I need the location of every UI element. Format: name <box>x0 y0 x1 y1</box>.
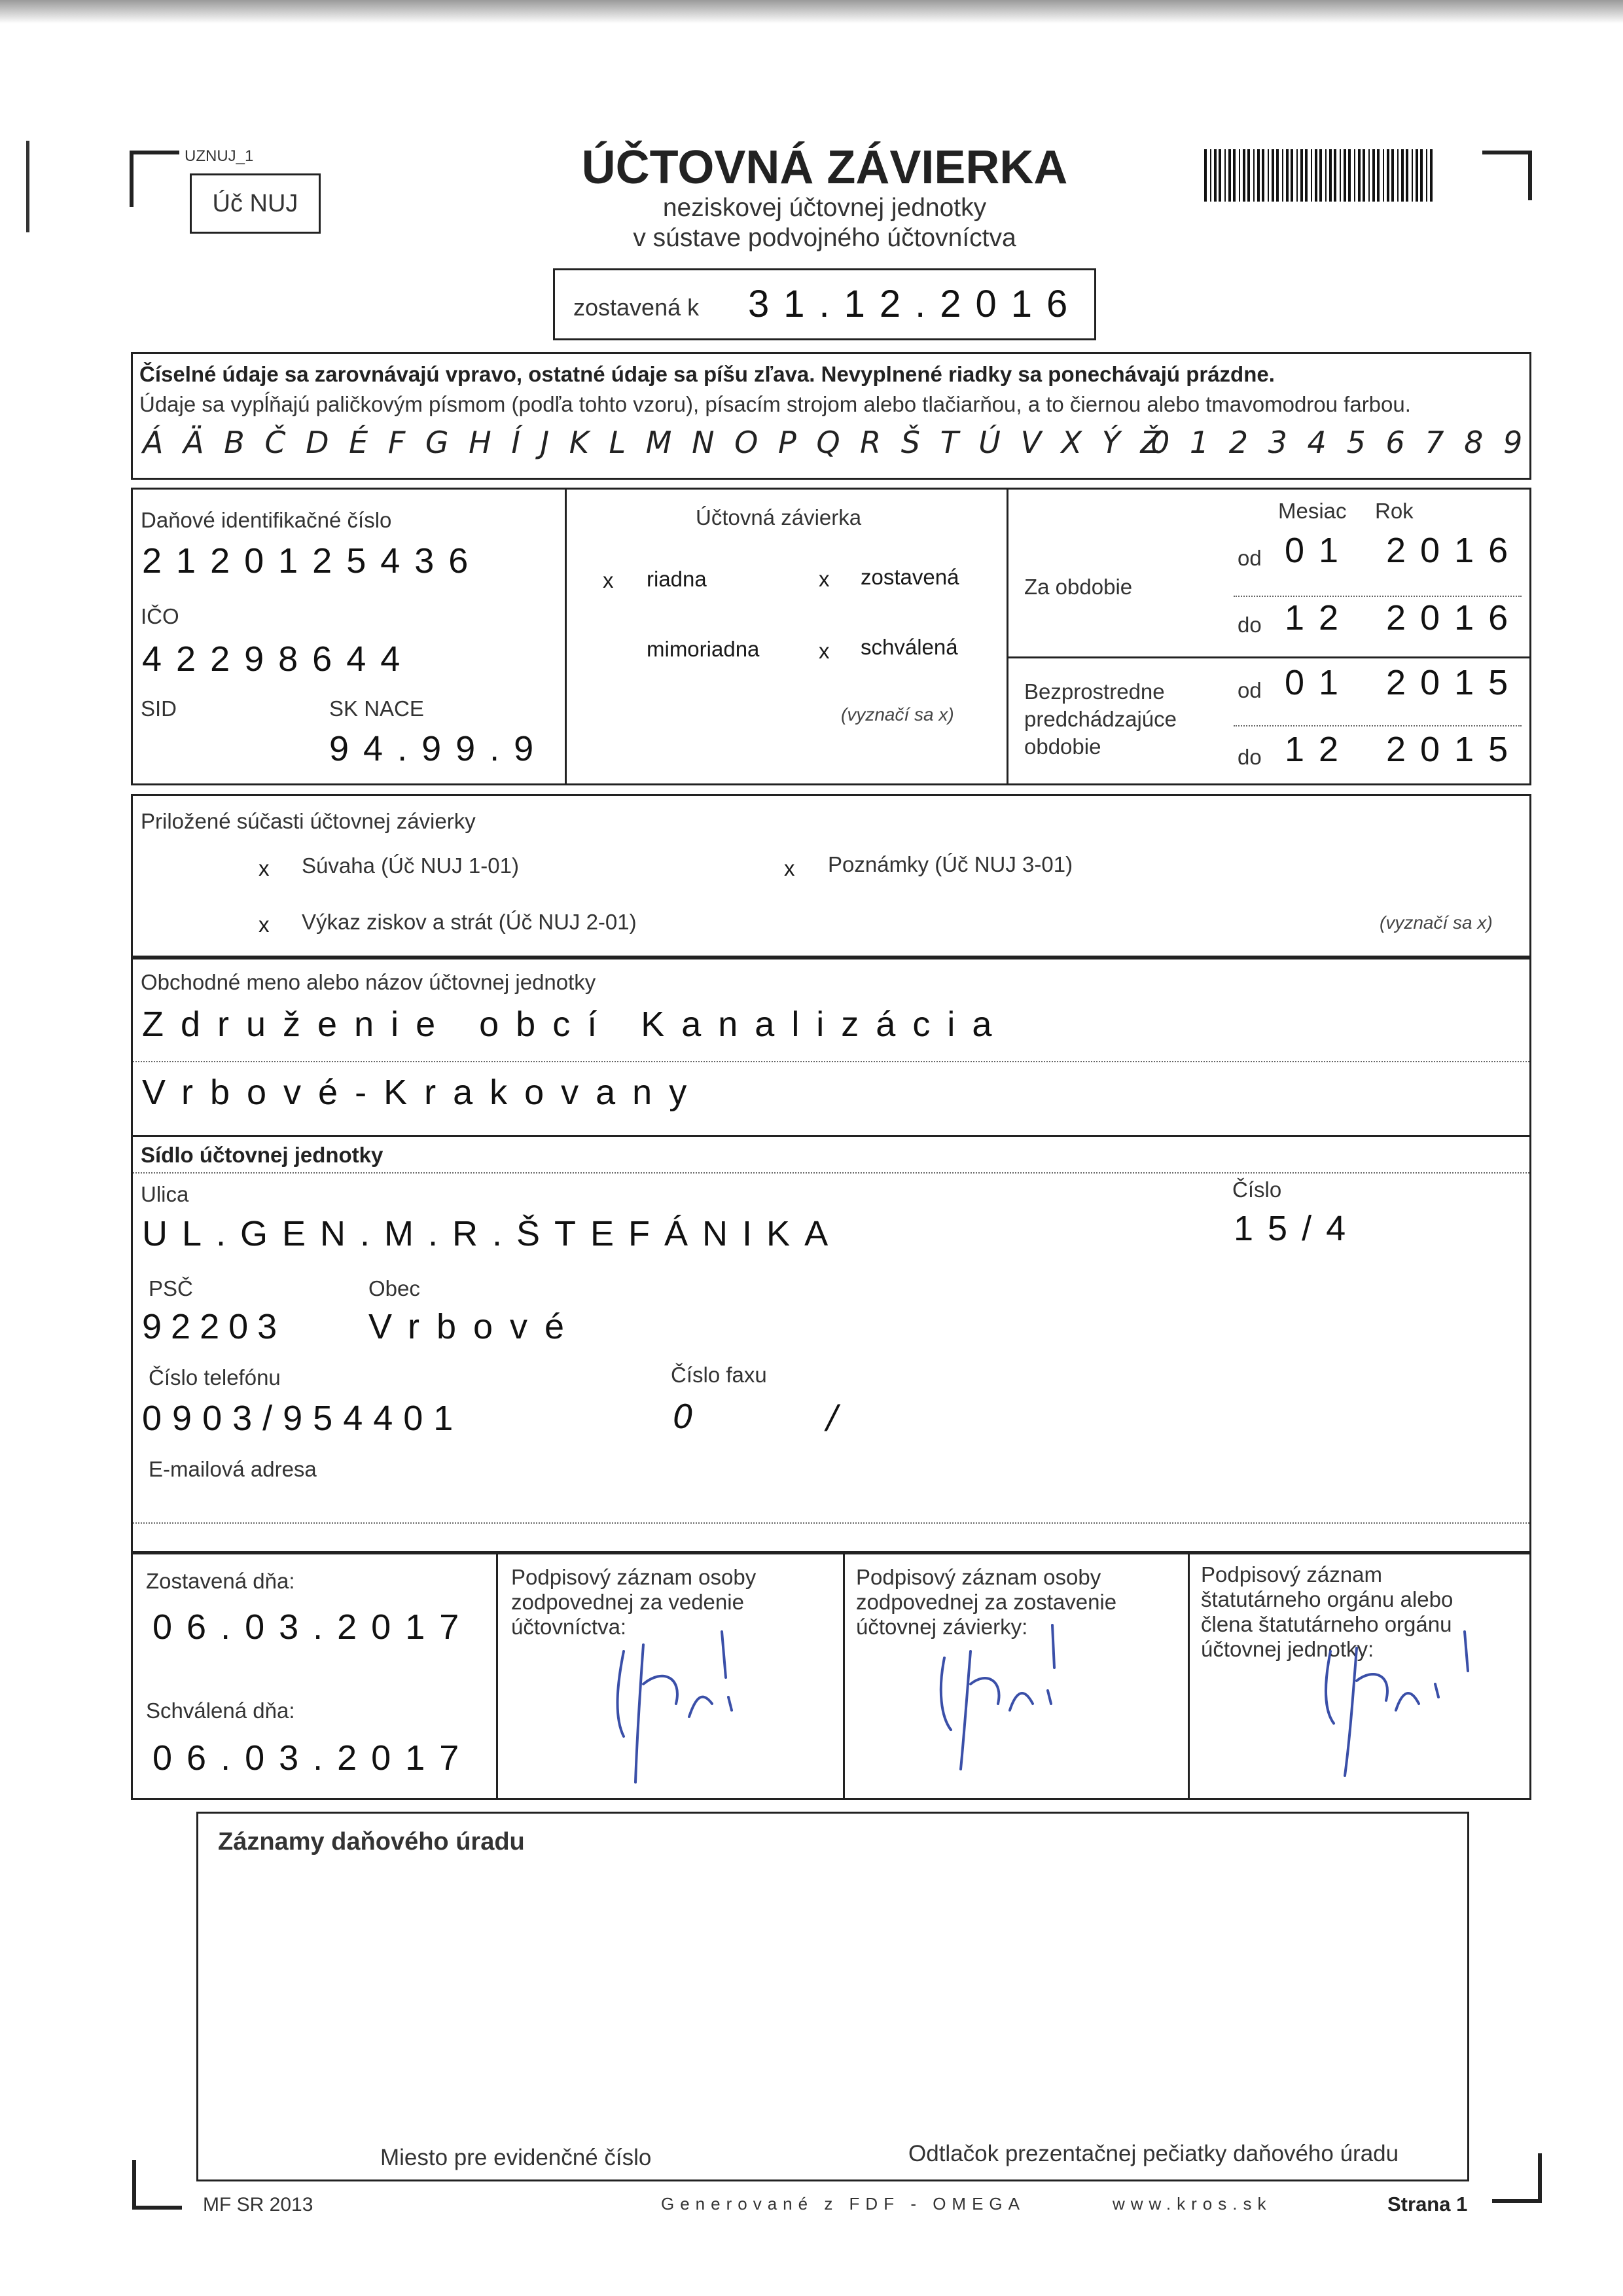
previous-to-month: 12 <box>1285 730 1353 769</box>
signatures-box <box>131 1551 1531 1800</box>
fax-slash: / <box>827 1398 852 1436</box>
compiled-on-value: 06.03.2017 <box>152 1607 474 1647</box>
ico-value: 42298644 <box>142 639 415 679</box>
previous-from-label: od <box>1238 678 1262 702</box>
sig2-label-2: zodpovednej za zostavenie <box>856 1590 1117 1614</box>
signature-accounting <box>604 1605 800 1795</box>
street-label: Ulica <box>141 1182 189 1206</box>
mimoriadna-label: mimoriadna <box>647 637 760 661</box>
approved-on-value: 06.03.2017 <box>152 1738 474 1778</box>
divider-sig-3 <box>1188 1553 1190 1798</box>
corner-mark-bottom-right <box>1492 2153 1542 2203</box>
riadna-label: riadna <box>647 567 707 591</box>
form-short-box <box>190 173 321 234</box>
approved-on-label: Schválená dňa: <box>146 1698 295 1723</box>
zostavena-mark: x <box>819 567 830 591</box>
divider-col-1 <box>565 490 567 783</box>
phone-value: 0903/954401 <box>142 1399 464 1438</box>
email-label: E-mailová adresa <box>149 1457 317 1481</box>
compiled-label: zostavená k <box>573 294 700 321</box>
schvalena-label: schválená <box>861 635 958 659</box>
fax-value: 0 <box>673 1398 708 1436</box>
instructions-line-1: Číselné údaje sa zarovnávajú vpravo, ostatné údaje sa píšu zľava. Nevyplnené riadky sa ponechávajú prázdne. <box>139 362 1275 386</box>
stamp-label: Odtlačok prezentačnej pečiatky daňového úradu <box>908 2141 1399 2166</box>
previous-from-month: 01 <box>1285 663 1353 702</box>
entity-name-label: Obchodné meno alebo názov účtovnej jednotky <box>141 970 596 994</box>
registry-number-label: Miesto pre evidenčné číslo <box>380 2145 652 2170</box>
page-subtitle-2: v sústave podvojného účtovníctva <box>633 224 1016 252</box>
month-label: Mesiac <box>1278 499 1347 523</box>
sig2-label-3: účtovnej závierky: <box>856 1615 1028 1639</box>
riadna-mark: x <box>603 568 614 592</box>
sample-digits: 0 1 2 3 4 5 6 7 8 9 <box>1150 425 1528 460</box>
footer-site: www.kros.sk <box>1113 2194 1272 2214</box>
email-separator <box>133 1522 1529 1524</box>
current-from-month: 01 <box>1285 531 1353 570</box>
entity-name-line-1: Združenie obcí Kanalizácia <box>142 1005 1009 1044</box>
current-from-label: od <box>1238 546 1262 570</box>
dic-label: Daňové identifikačné číslo <box>141 508 392 532</box>
entity-box <box>131 958 1531 1554</box>
signature-compiler <box>925 1612 1121 1795</box>
psc-value: 92203 <box>142 1307 287 1346</box>
city-value: Vrbové <box>368 1307 582 1346</box>
seat-label: Sídlo účtovnej jednotky <box>141 1143 383 1167</box>
footer-left: MF SR 2013 <box>203 2194 313 2215</box>
number-label: Číslo <box>1232 1177 1282 1202</box>
scan-left-mark <box>26 141 29 232</box>
ico-label: IČO <box>141 604 179 628</box>
previous-period-label-3: obdobie <box>1024 734 1101 759</box>
seat-separator <box>133 1172 1529 1174</box>
footer-page: Strana 1 <box>1387 2193 1468 2215</box>
form-code: UZNUJ_1 <box>185 147 254 165</box>
statement-type-title: Účtovná závierka <box>696 505 862 529</box>
divider-col-2 <box>1007 490 1008 783</box>
sig3-label-4: účtovnej jednotky: <box>1201 1637 1374 1661</box>
city-label: Obec <box>368 1276 420 1300</box>
divider-sig-2 <box>843 1553 845 1798</box>
entity-name-separator <box>133 1061 1529 1062</box>
footer-center: Generované z FDF - OMEGA <box>661 2194 1026 2214</box>
scan-top-edge <box>0 0 1623 24</box>
current-from-year: 2016 <box>1386 531 1523 570</box>
schvalena-mark: x <box>819 639 830 663</box>
sid-label: SID <box>141 696 177 721</box>
seat-divider <box>133 1135 1529 1137</box>
page-title: ÚČTOVNÁ ZÁVIERKA <box>581 141 1068 194</box>
corner-mark-top-right <box>1482 151 1532 200</box>
tax-office-title: Záznamy daňového úradu <box>218 1828 525 1856</box>
current-to-month: 12 <box>1285 598 1353 637</box>
instructions-line-2: Údaje sa vypĺňajú paličkovým písmom (podľa tohto vzoru), písacím strojom alebo tlačiarňou, a to čiernou alebo tmavomodrou farbou. <box>139 392 1411 416</box>
current-to-year: 2016 <box>1386 598 1523 637</box>
divider-periods <box>1008 656 1529 658</box>
corner-mark-top-left <box>130 151 179 207</box>
sig3-label-2: štatutárneho orgánu alebo <box>1201 1587 1454 1611</box>
number-value: 15/4 <box>1234 1209 1361 1248</box>
sample-letters: Á Ä B Č D É F G H Í J K L M N O P Q R Š T Ú V X Ý Ž <box>143 425 1167 460</box>
statement-type-hint: (vyznačí sa x) <box>841 704 954 725</box>
psc-label: PSČ <box>149 1276 193 1300</box>
signature-statutory <box>1304 1612 1514 1795</box>
attachment-2-label: Výkaz ziskov a strát (Úč NUJ 2-01) <box>302 910 637 934</box>
entity-name-line-2: Vrbové-Krakovany <box>142 1073 704 1112</box>
identification-box <box>131 488 1531 785</box>
sig1-label-1: Podpisový záznam osoby <box>511 1565 757 1589</box>
sig3-label-1: Podpisový záznam <box>1201 1562 1382 1587</box>
divider-sig-1 <box>496 1553 498 1798</box>
attachment-3-mark: x <box>784 856 795 880</box>
phone-label: Číslo telefónu <box>149 1365 281 1390</box>
previous-period-label-1: Bezprostredne <box>1024 679 1165 704</box>
attachment-2-mark: x <box>259 912 270 937</box>
compiled-date-box <box>553 268 1096 340</box>
previous-period-label-2: predchádzajúce <box>1024 707 1177 731</box>
year-label: Rok <box>1375 499 1414 523</box>
instructions-box <box>131 352 1531 480</box>
sig1-label-3: účtovníctva: <box>511 1615 627 1639</box>
attachment-1-mark: x <box>259 856 270 880</box>
previous-to-label: do <box>1238 745 1262 769</box>
sig3-label-3: člena štatutárneho orgánu <box>1201 1612 1452 1636</box>
compiled-date: 31.12.2016 <box>748 283 1082 325</box>
attachments-hint: (vyznačí sa x) <box>1380 912 1493 933</box>
dic-value: 2120125436 <box>142 541 483 581</box>
current-period-label: Za obdobie <box>1024 575 1133 599</box>
attachments-box <box>131 794 1531 958</box>
previous-to-year: 2015 <box>1386 730 1523 769</box>
current-to-label: do <box>1238 613 1262 637</box>
page-subtitle-1: neziskovej účtovnej jednotky <box>662 194 987 222</box>
zostavena-label: zostavená <box>861 565 959 589</box>
nace-value: 94.99.9 <box>329 729 548 768</box>
attachment-1-label: Súvaha (Úč NUJ 1-01) <box>302 853 519 878</box>
tax-office-box <box>196 1812 1469 2181</box>
sig1-label-2: zodpovednej za vedenie <box>511 1590 744 1614</box>
form-short: Úč NUJ <box>212 190 298 217</box>
previous-from-year: 2015 <box>1386 663 1523 702</box>
street-value: UL.GEN.M.R.ŠTEFÁNIKA <box>142 1214 843 1253</box>
current-period-separator <box>1234 596 1522 597</box>
sig2-label-1: Podpisový záznam osoby <box>856 1565 1101 1589</box>
attachments-title: Priložené súčasti účtovnej závierky <box>141 809 476 833</box>
barcode <box>1204 149 1433 202</box>
previous-period-separator <box>1234 725 1522 726</box>
compiled-on-label: Zostavená dňa: <box>146 1569 295 1593</box>
fax-label: Číslo faxu <box>671 1363 767 1387</box>
attachment-3-label: Poznámky (Úč NUJ 3-01) <box>828 852 1073 876</box>
nace-label: SK NACE <box>329 696 424 721</box>
corner-mark-bottom-left <box>132 2160 182 2210</box>
